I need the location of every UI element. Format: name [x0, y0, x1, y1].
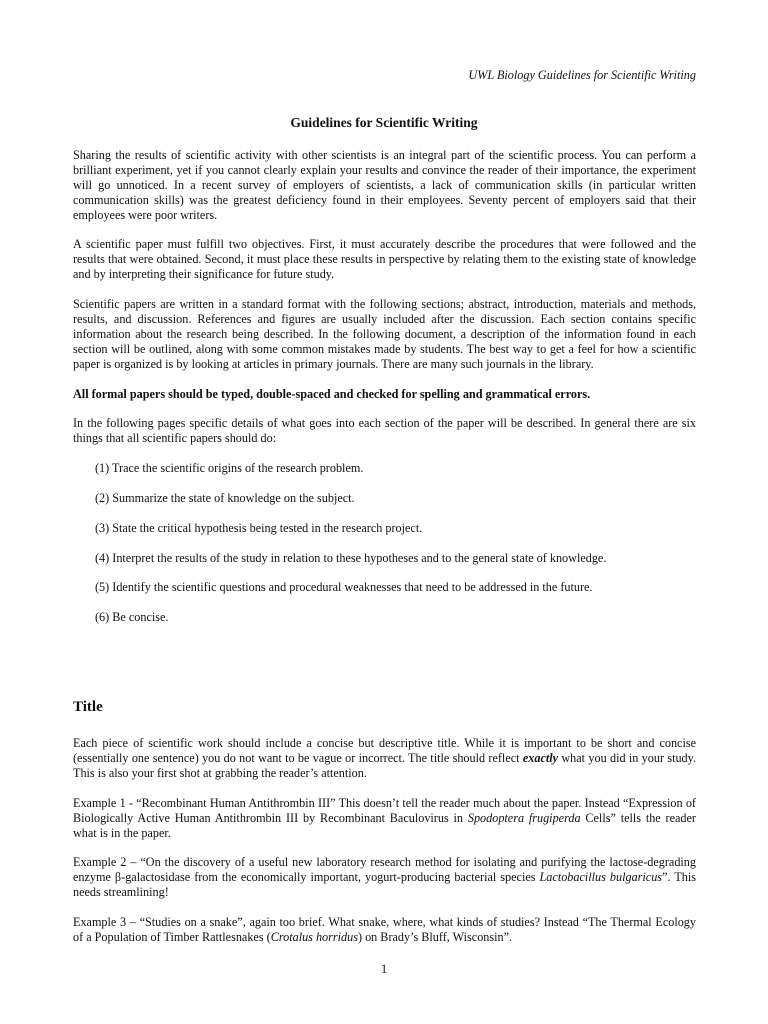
section-heading-title: Title	[73, 699, 103, 715]
list-item: (3) State the critical hypothesis being tested in the research project.	[95, 521, 423, 535]
document-title: Guidelines for Scientific Writing	[290, 115, 478, 130]
title-example-3: Example 3 – “Studies on a snake”, again too brief. What snake, where, what kinds of studies? Instead “The Thermal Ecology of a Population of Timber Rattlesnakes (Crotalus horridus) on Brady’s Bluff, Wisconsin”.	[73, 915, 696, 944]
title-example-1: Example 1 - “Recombinant Human Antithrombin III” This doesn’t tell the reader much about the paper. Instead “Expression of Biologically Active Human Antithrombin III by Recombinant Baculovirus in Spodoptera frugiperda Cells” tells the reader what is in the paper.	[73, 796, 696, 840]
intro-paragraph-4: In the following pages specific details of what goes into each section of the paper will be described. In general there are six things that all scientific papers should do:	[73, 416, 696, 445]
list-item: (5) Identify the scientific questions and procedural weaknesses that need to be addressed in the future.	[95, 580, 593, 594]
page-number: 1	[380, 962, 388, 976]
title-example-2: Example 2 – “On the discovery of a useful new laboratory research method for isolating and purifying the lactose-degrading enzyme β-galactosidase from the economically important, yogurt-producing bacterial species Lactobacillus bulgaricus”. This needs streamlining!	[73, 855, 696, 899]
formatting-requirement-note: All formal papers should be typed, double-spaced and checked for spelling and grammatical errors.	[73, 387, 591, 401]
list-item: (6) Be concise.	[95, 610, 169, 624]
list-item: (1) Trace the scientific origins of the research problem.	[95, 461, 364, 475]
list-item: (4) Interpret the results of the study in relation to these hypotheses and to the general state of knowledge.	[95, 551, 607, 565]
intro-paragraph-1: Sharing the results of scientific activity with other scientists is an integral part of the scientific process. You can perform a brilliant experiment, yet if you cannot clearly explain your results and convince the reader of their importance, the experiment will go unnoticed. In a recent survey of employers of scientists, a lack of communication skills (in particular written communication skills) was the greatest deficiency found in their employees. Seventy percent of employers said that their employees were poor writers.	[73, 148, 696, 222]
intro-paragraph-3: Scientific papers are written in a standard format with the following sections; abstract, introduction, materials and methods, results, and discussion. References and figures are usually included after the discussion. Each section contains specific information about the research being described. In the following document, a description of the information found in each section will be outlined, along with some common mistakes made by students. The best way to get a feel for how a scientific paper is organized is by looking at articles in primary journals. There are many such journals in the library.	[73, 297, 696, 371]
title-paragraph: Each piece of scientific work should include a concise but descriptive title. While it is important to be short and concise (essentially one sentence) you do not want to be vague or incorrect. The title should reflect exactly what you did in your study. This is also your first shot at grabbing the reader’s attention.	[73, 736, 696, 780]
running-head: UWL Biology Guidelines for Scientific Writing	[468, 68, 696, 82]
intro-paragraph-2: A scientific paper must fulfill two objectives. First, it must accurately describe the procedures that were followed and the results that were obtained. Second, it must place these results in perspective by relating them to the existing state of knowledge and by interpreting their significance for future study.	[73, 237, 696, 281]
list-item: (2) Summarize the state of knowledge on the subject.	[95, 491, 355, 505]
